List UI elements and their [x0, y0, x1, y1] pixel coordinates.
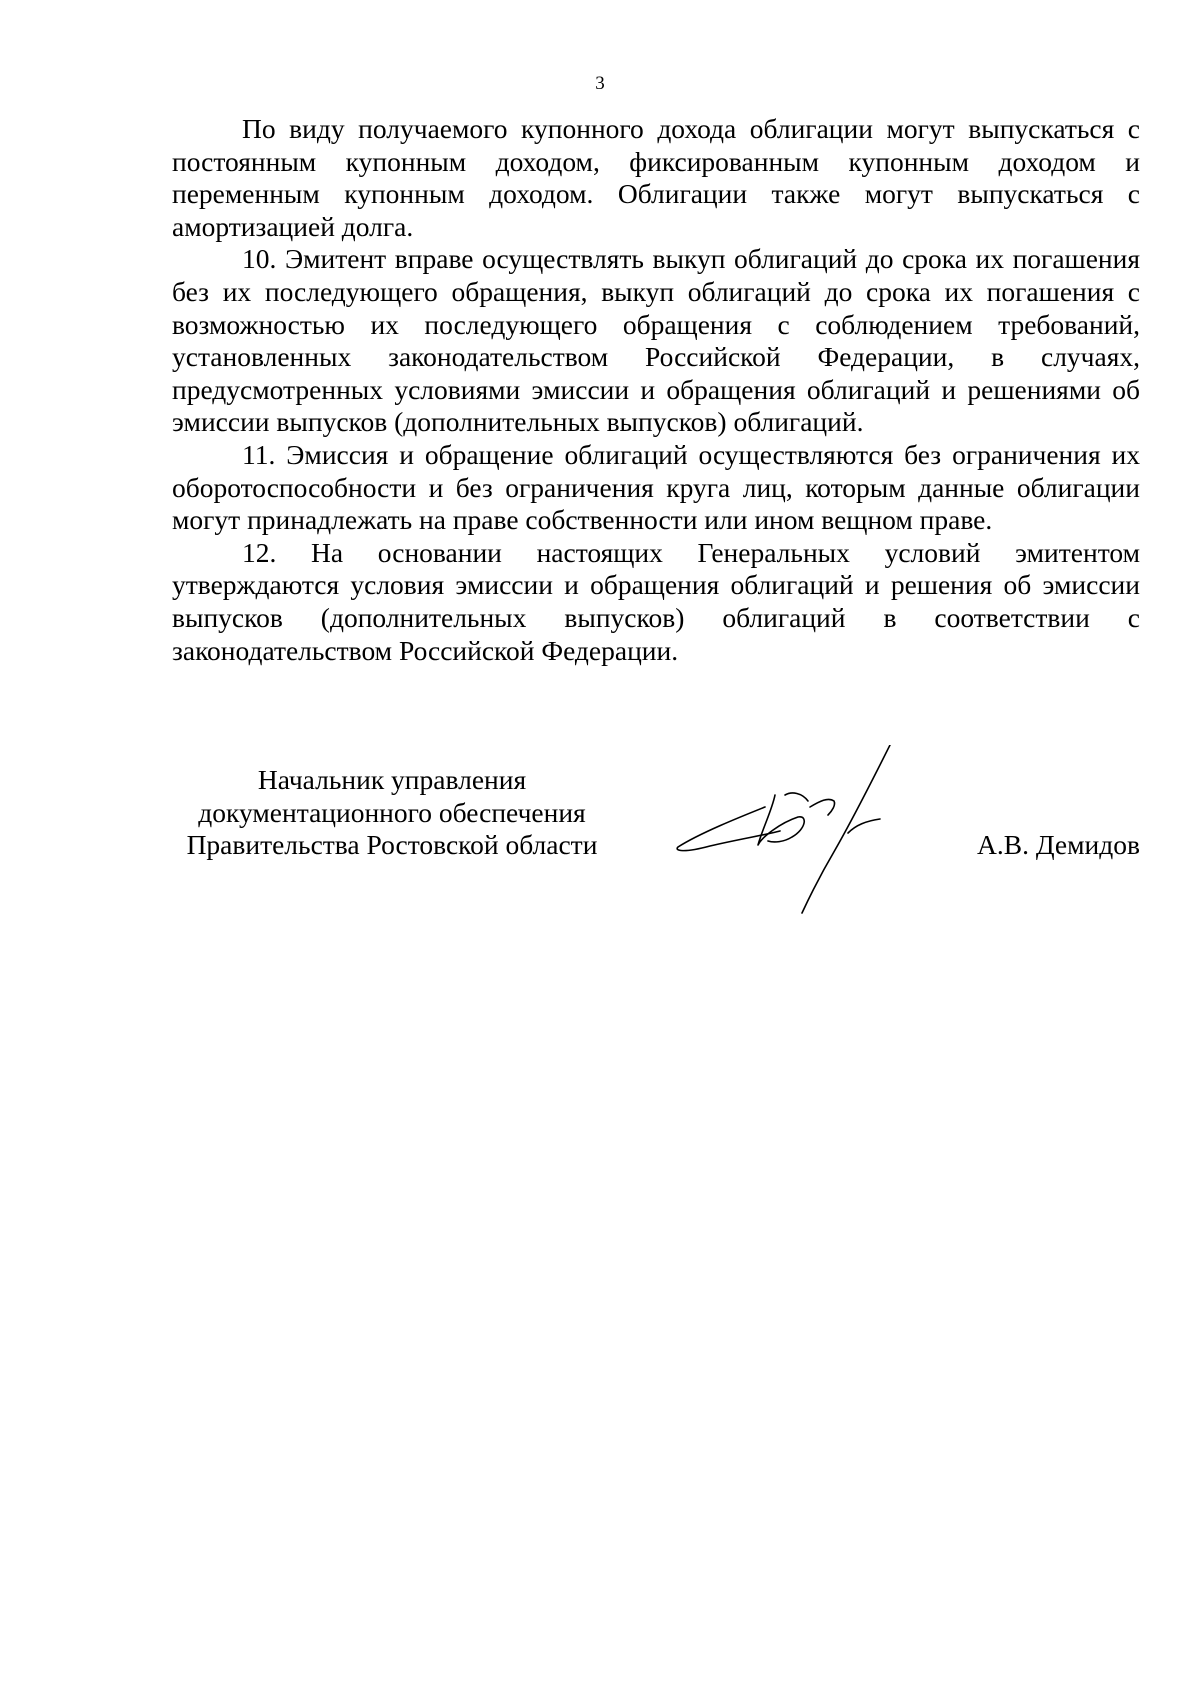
- paragraph-11-circulation: 11. Эмиссия и обращение облигаций осуществляются без ограничения их оборотоспособности и без ограничения круга лиц, которым данные облигации могут принадлежать на праве собственности или ином вещном праве.: [172, 438, 1140, 536]
- position-line-3: Правительства Ростовской области: [186, 829, 598, 861]
- paragraph-12-conditions: 12. На основании настоящих Генеральных условий эмитентом утверждаются условия эмиссии и обращения облигаций и решения об эмиссии выпусков (дополнительных выпусков) облигаций в соответствии с законодательством Российской Федерации.: [172, 536, 1140, 666]
- signatory-position: [172, 764, 612, 862]
- page-number: 3: [595, 73, 605, 94]
- signer-name: А.В. Демидов: [977, 829, 1140, 860]
- paragraph-coupon-income: По виду получаемого купонного дохода облигации могут выпускаться с постоянным купонным доходом, фиксированным купонным доходом и переменным купонным доходом. Облигации также могут выпускаться с амортизацией долга.: [172, 113, 1140, 242]
- paragraph-10-buyback: 10. Эмитент вправе осуществлять выкуп облигаций до срока их погашения без их последующего обращения, выкуп облигаций до срока их погашения с возможностью их последующего обращения с соблюдением требований, установленных законодательством Российской Федерации, в случаях, предусмотренных условиями эмиссии и обращения облигаций и решениями об эмиссии выпусков (дополнительных выпусков) облигаций.: [172, 243, 1140, 438]
- position-line-1: Начальник управления: [257, 764, 527, 795]
- document-body: [172, 113, 1140, 667]
- position-line-2: документационного обеспечения: [198, 796, 586, 828]
